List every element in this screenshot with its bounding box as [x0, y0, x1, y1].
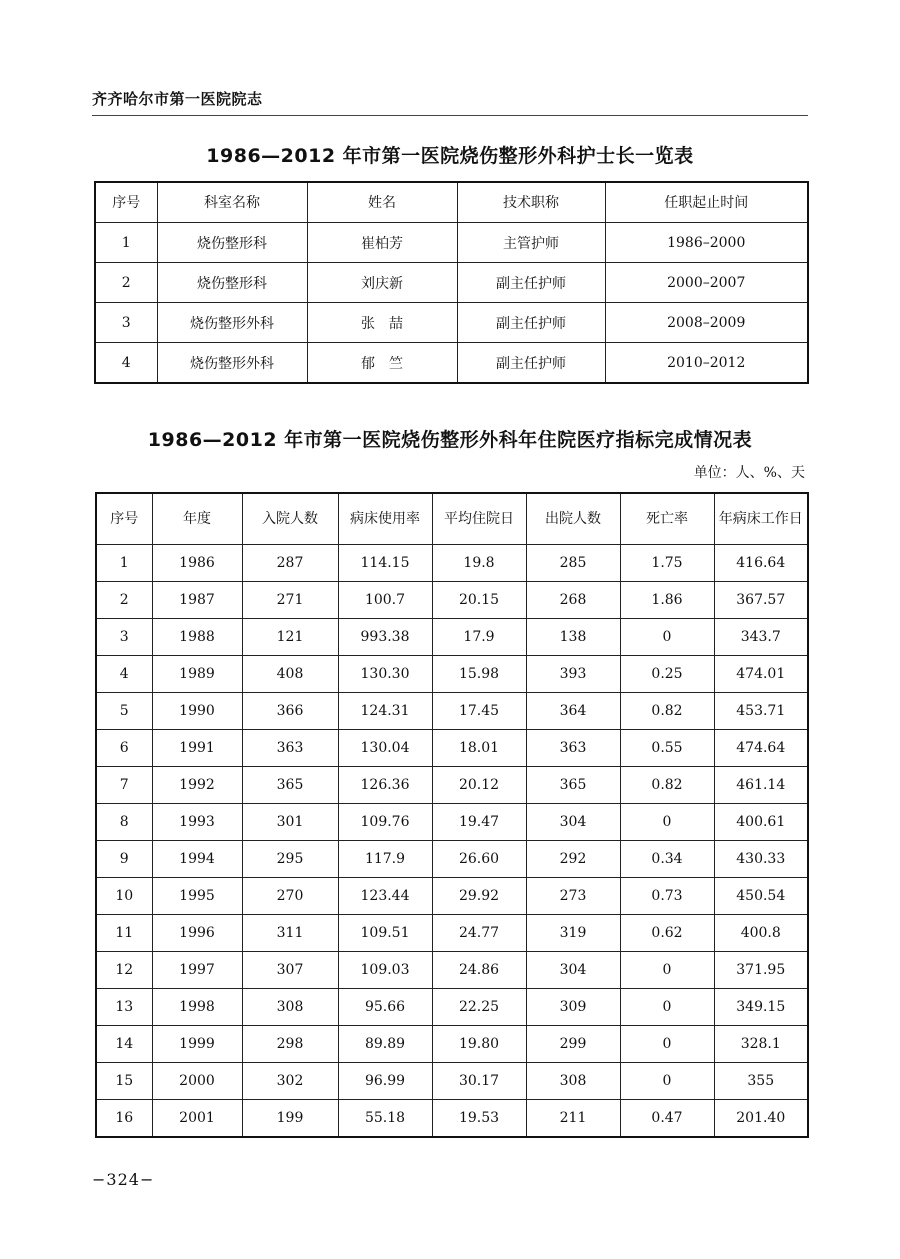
- table-cell: 13: [96, 989, 152, 1026]
- table-cell: 349.15: [714, 989, 808, 1026]
- table-cell: 270: [242, 878, 338, 915]
- table-cell: 123.44: [338, 878, 432, 915]
- table-cell: 5: [96, 693, 152, 730]
- table-cell: 1995: [152, 878, 242, 915]
- table-cell: 308: [526, 1063, 620, 1100]
- page-number: −324−: [92, 1170, 155, 1189]
- table-cell: 1998: [152, 989, 242, 1026]
- table-row: [96, 989, 808, 1026]
- table-cell: 364: [526, 693, 620, 730]
- column-header: 技术职称: [457, 182, 605, 223]
- table-cell: 89.89: [338, 1026, 432, 1063]
- table-cell: 郁 竺: [307, 343, 457, 384]
- table-cell: 130.30: [338, 656, 432, 693]
- table-cell: 304: [526, 804, 620, 841]
- table-cell: 400.61: [714, 804, 808, 841]
- head-nurse-table: [94, 181, 809, 384]
- table-cell: 主管护师: [457, 223, 605, 263]
- table-cell: 285: [526, 545, 620, 582]
- table-cell: 298: [242, 1026, 338, 1063]
- table-cell: 崔柏芳: [307, 223, 457, 263]
- table-row: [96, 1100, 808, 1138]
- table-cell: 副主任护师: [457, 303, 605, 343]
- table-cell: 292: [526, 841, 620, 878]
- table-cell: 24.86: [432, 952, 526, 989]
- table-cell: 124.31: [338, 693, 432, 730]
- table-cell: 1.75: [620, 545, 714, 582]
- column-header: 死亡率: [620, 493, 714, 545]
- table-cell: 0: [620, 989, 714, 1026]
- table-cell: 1.86: [620, 582, 714, 619]
- table-cell: 114.15: [338, 545, 432, 582]
- table-cell: 0.82: [620, 693, 714, 730]
- table-cell: 30.17: [432, 1063, 526, 1100]
- table-row: [96, 878, 808, 915]
- table-cell: 416.64: [714, 545, 808, 582]
- unit-label: 单位：人、%、天: [693, 465, 805, 481]
- column-header: 序号: [95, 182, 157, 223]
- table-cell: 2008–2009: [605, 303, 808, 343]
- table-row: [95, 343, 808, 384]
- table-cell: 319: [526, 915, 620, 952]
- table-cell: 20.15: [432, 582, 526, 619]
- column-header: 任职起止时间: [605, 182, 808, 223]
- table-cell: 130.04: [338, 730, 432, 767]
- table-cell: 309: [526, 989, 620, 1026]
- table-cell: 刘庆新: [307, 263, 457, 303]
- table-cell: 211: [526, 1100, 620, 1138]
- table-cell: 117.9: [338, 841, 432, 878]
- column-header: 序号: [96, 493, 152, 545]
- table-cell: 0.82: [620, 767, 714, 804]
- table-cell: 1989: [152, 656, 242, 693]
- table-cell: 363: [242, 730, 338, 767]
- column-header: 病床使用率: [338, 493, 432, 545]
- column-header: 出院人数: [526, 493, 620, 545]
- table-cell: 11: [96, 915, 152, 952]
- table-cell: 201.40: [714, 1100, 808, 1138]
- table-row: [96, 693, 808, 730]
- table-cell: 1991: [152, 730, 242, 767]
- table-row: [96, 582, 808, 619]
- table-cell: 2000–2007: [605, 263, 808, 303]
- table-cell: 12: [96, 952, 152, 989]
- table-cell: 109.51: [338, 915, 432, 952]
- table-cell: 1: [95, 223, 157, 263]
- table-cell: 烧伤整形科: [157, 263, 307, 303]
- table-cell: 1987: [152, 582, 242, 619]
- table-cell: 355: [714, 1063, 808, 1100]
- table-cell: 17.45: [432, 693, 526, 730]
- table-cell: 474.01: [714, 656, 808, 693]
- table-cell: 19.8: [432, 545, 526, 582]
- table-cell: 0.55: [620, 730, 714, 767]
- table-cell: 474.64: [714, 730, 808, 767]
- table-cell: 9: [96, 841, 152, 878]
- table-cell: 1986: [152, 545, 242, 582]
- table-cell: 8: [96, 804, 152, 841]
- table-row: [96, 730, 808, 767]
- table-cell: 1999: [152, 1026, 242, 1063]
- table-cell: 20.12: [432, 767, 526, 804]
- table-cell: 1992: [152, 767, 242, 804]
- table-row: [96, 1063, 808, 1100]
- table-row: [96, 915, 808, 952]
- table-row: [96, 656, 808, 693]
- table-cell: 0: [620, 952, 714, 989]
- table-cell: 299: [526, 1026, 620, 1063]
- table-cell: 14: [96, 1026, 152, 1063]
- table-cell: 0: [620, 1026, 714, 1063]
- table-cell: 95.66: [338, 989, 432, 1026]
- table-cell: 301: [242, 804, 338, 841]
- table-cell: 271: [242, 582, 338, 619]
- table-cell: 430.33: [714, 841, 808, 878]
- table-cell: 1988: [152, 619, 242, 656]
- table-cell: 1996: [152, 915, 242, 952]
- table-cell: 0.62: [620, 915, 714, 952]
- table-cell: 0: [620, 804, 714, 841]
- table-cell: 307: [242, 952, 338, 989]
- table-cell: 121: [242, 619, 338, 656]
- table-cell: 1993: [152, 804, 242, 841]
- running-header-title: 齐齐哈尔市第一医院院志: [92, 90, 263, 108]
- table-cell: 19.47: [432, 804, 526, 841]
- column-header: 入院人数: [242, 493, 338, 545]
- table-cell: 15.98: [432, 656, 526, 693]
- table-cell: 55.18: [338, 1100, 432, 1138]
- table-cell: 张 喆: [307, 303, 457, 343]
- table-cell: 1994: [152, 841, 242, 878]
- table-cell: 304: [526, 952, 620, 989]
- table-cell: 16: [96, 1100, 152, 1138]
- table-cell: 10: [96, 878, 152, 915]
- table-header-row: [95, 182, 808, 223]
- table-cell: 450.54: [714, 878, 808, 915]
- column-header: 年度: [152, 493, 242, 545]
- table-cell: 0.34: [620, 841, 714, 878]
- table-cell: 2001: [152, 1100, 242, 1138]
- table-cell: 302: [242, 1063, 338, 1100]
- table-cell: 4: [96, 656, 152, 693]
- table-cell: 363: [526, 730, 620, 767]
- table-header-row: [96, 493, 808, 545]
- table-cell: 26.60: [432, 841, 526, 878]
- table-cell: 4: [95, 343, 157, 384]
- table-cell: 烧伤整形外科: [157, 343, 307, 384]
- table-cell: 365: [526, 767, 620, 804]
- table-cell: 96.99: [338, 1063, 432, 1100]
- table-cell: 2010–2012: [605, 343, 808, 384]
- table-cell: 6: [96, 730, 152, 767]
- table-row: [96, 804, 808, 841]
- table-cell: 453.71: [714, 693, 808, 730]
- table-cell: 3: [96, 619, 152, 656]
- table-cell: 268: [526, 582, 620, 619]
- table-cell: 311: [242, 915, 338, 952]
- table-cell: 287: [242, 545, 338, 582]
- table-cell: 126.36: [338, 767, 432, 804]
- table-cell: 393: [526, 656, 620, 693]
- table-cell: 0: [620, 1063, 714, 1100]
- table-cell: 367.57: [714, 582, 808, 619]
- table-row: [96, 545, 808, 582]
- table-cell: 7: [96, 767, 152, 804]
- table-row: [96, 767, 808, 804]
- table-cell: 0: [620, 619, 714, 656]
- table-cell: 1986–2000: [605, 223, 808, 263]
- column-header: 年病床工作日: [714, 493, 808, 545]
- table-cell: 400.8: [714, 915, 808, 952]
- table-cell: 408: [242, 656, 338, 693]
- table-row: [96, 841, 808, 878]
- table-cell: 烧伤整形科: [157, 223, 307, 263]
- table-row: [96, 619, 808, 656]
- table-cell: 0.25: [620, 656, 714, 693]
- table-cell: 15: [96, 1063, 152, 1100]
- table-cell: 18.01: [432, 730, 526, 767]
- column-header: 平均住院日: [432, 493, 526, 545]
- table-cell: 328.1: [714, 1026, 808, 1063]
- table-row: [95, 263, 808, 303]
- table-cell: 2000: [152, 1063, 242, 1100]
- header-rule: [92, 115, 808, 116]
- table-cell: 烧伤整形外科: [157, 303, 307, 343]
- table-cell: 19.53: [432, 1100, 526, 1138]
- table-cell: 100.7: [338, 582, 432, 619]
- table-cell: 993.38: [338, 619, 432, 656]
- table-cell: 461.14: [714, 767, 808, 804]
- table-cell: 24.77: [432, 915, 526, 952]
- table-cell: 273: [526, 878, 620, 915]
- table-cell: 295: [242, 841, 338, 878]
- table-row: [96, 1026, 808, 1063]
- table-cell: 199: [242, 1100, 338, 1138]
- stats-table-title: 1986—2012 年市第一医院烧伤整形外科年住院医疗指标完成情况表: [147, 429, 753, 451]
- table-cell: 138: [526, 619, 620, 656]
- table-cell: 22.25: [432, 989, 526, 1026]
- table-row: [96, 952, 808, 989]
- table-cell: 0.73: [620, 878, 714, 915]
- table-cell: 0.47: [620, 1100, 714, 1138]
- table-cell: 1997: [152, 952, 242, 989]
- table-row: [95, 303, 808, 343]
- table-row: [95, 223, 808, 263]
- table-cell: 副主任护师: [457, 263, 605, 303]
- table-cell: 109.76: [338, 804, 432, 841]
- nurse-table-title: 1986—2012 年市第一医院烧伤整形外科护士长一览表: [206, 145, 694, 167]
- inpatient-stats-table: [95, 492, 809, 1138]
- table-cell: 29.92: [432, 878, 526, 915]
- table-cell: 366: [242, 693, 338, 730]
- table-cell: 308: [242, 989, 338, 1026]
- table-cell: 17.9: [432, 619, 526, 656]
- table-cell: 343.7: [714, 619, 808, 656]
- column-header: 姓名: [307, 182, 457, 223]
- table-cell: 1990: [152, 693, 242, 730]
- table-cell: 19.80: [432, 1026, 526, 1063]
- table-cell: 371.95: [714, 952, 808, 989]
- table-cell: 1: [96, 545, 152, 582]
- table-cell: 副主任护师: [457, 343, 605, 384]
- table-cell: 109.03: [338, 952, 432, 989]
- column-header: 科室名称: [157, 182, 307, 223]
- table-cell: 3: [95, 303, 157, 343]
- table-cell: 365: [242, 767, 338, 804]
- table-cell: 2: [95, 263, 157, 303]
- table-cell: 2: [96, 582, 152, 619]
